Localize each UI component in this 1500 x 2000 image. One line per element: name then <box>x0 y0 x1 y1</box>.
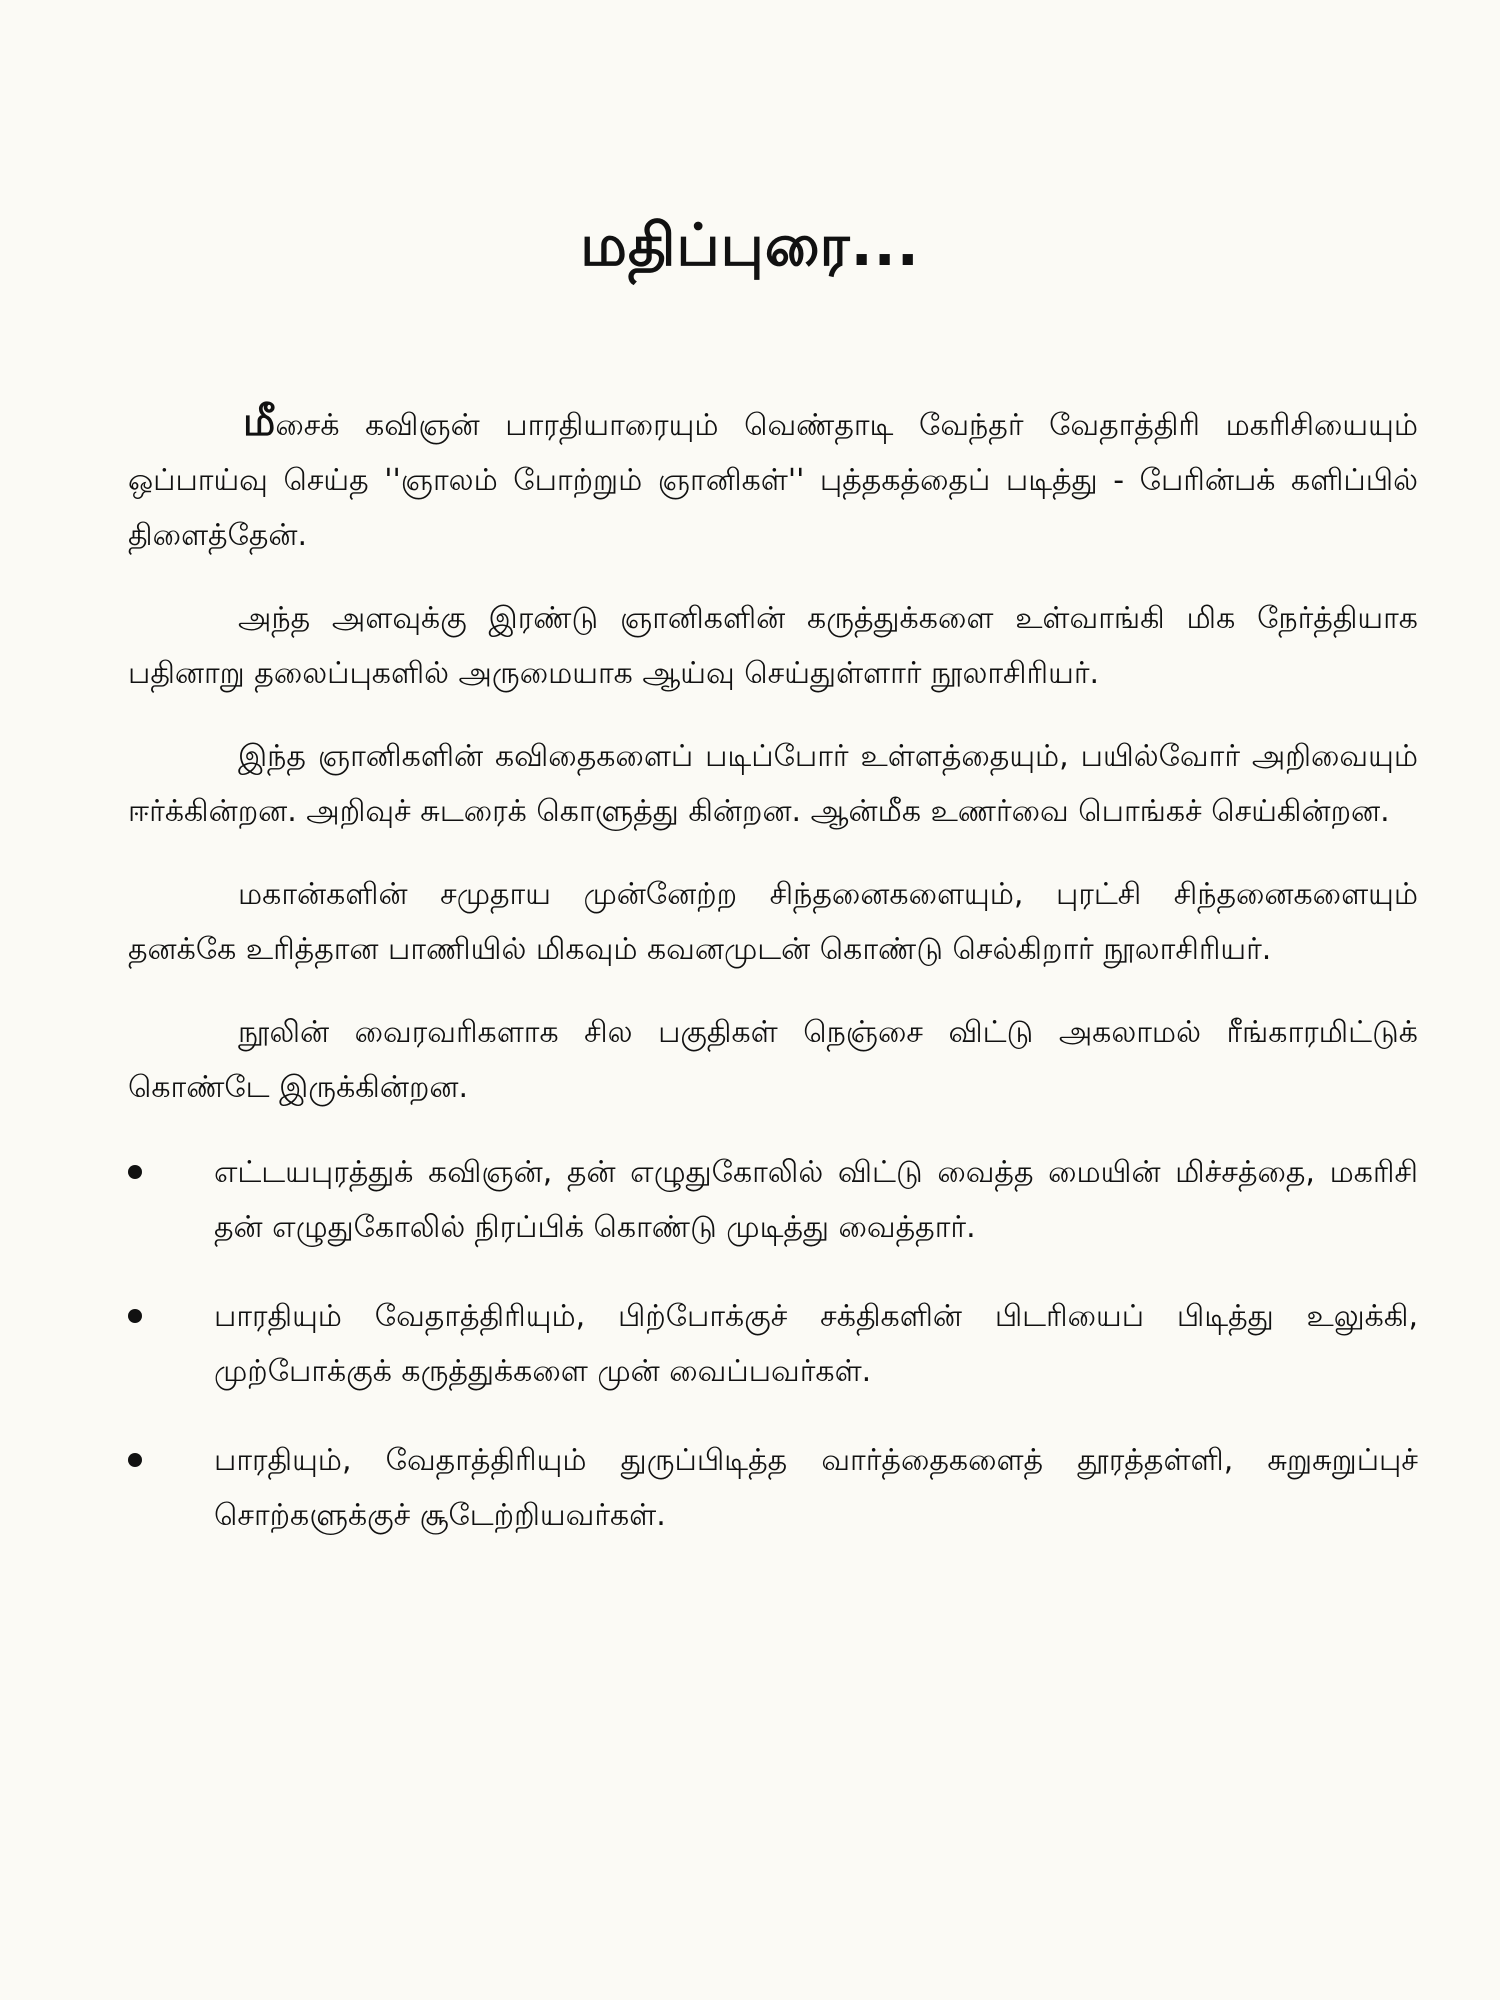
paragraph-4: மகான்களின் சமுதாய முன்னேற்ற சிந்தனைகளையும், புரட்சி சிந்தனைகளையும் தனக்கே உரித்தான பாணியில் மிகவும் கவனமுடன் கொண்டு செல்கிறார் நூலாசிரியர். <box>128 877 1418 967</box>
highlight-item-1-text: எட்டயபுரத்துக் கவிஞன், தன் எழுதுகோலில் விட்டு வைத்த மையின் மிச்சத்தை, மகரிசி தன் எழுதுகோலில் நிரப்பிக் கொண்டு முடித்து வைத்தார். <box>214 1155 1418 1245</box>
drop-cap: மீ <box>243 399 276 445</box>
paragraph-3: இந்த ஞானிகளின் கவிதைகளைப் படிப்போர் உள்ளத்தையும், பயில்வோர் அறிவையும் ஈர்க்கின்றன. அறிவுச் சுடரைக் கொளுத்து கின்றன. ஆன்மீக உணர்வை பொங்கச் செய்கின்றன. <box>128 739 1418 829</box>
bullet-icon <box>128 1165 142 1179</box>
paragraph-2: அந்த அளவுக்கு இரண்டு ஞானிகளின் கருத்துக்களை உள்வாங்கி மிக நேர்த்தியாக பதினாறு தலைப்புகளில் அருமையாக ஆய்வு செய்துள்ளார் நூலாசிரியர். <box>128 601 1418 691</box>
paragraph-5: நூலின் வைரவரிகளாக சில பகுதிகள் நெஞ்சை விட்டு அகலாமல் ரீங்காரமிட்டுக் கொண்டே இருக்கின்றன. <box>128 1015 1418 1105</box>
paragraph-1 <box>128 395 1418 563</box>
highlight-item-1 <box>128 1145 1418 1255</box>
bullet-icon <box>128 1453 142 1467</box>
highlight-item-2-text: பாரதியும் வேதாத்திரியும், பிற்போக்குச் சக்திகளின் பிடரியைப் பிடித்து உலுக்கி, முற்போக்குக் கருத்துக்களை முன் வைப்பவர்கள். <box>214 1299 1418 1389</box>
highlight-item-3-text: பாரதியும், வேதாத்திரியும் துருப்பிடித்த வார்த்தைகளைத் தூரத்தள்ளி, சுறுசுறுப்புச் சொற்களுக்குச் சூடேற்றியவர்கள். <box>214 1443 1418 1533</box>
highlight-item-3 <box>128 1433 1418 1543</box>
highlight-item-2 <box>128 1289 1418 1399</box>
paragraph-1-text: சைக் கவிஞன் பாரதியாரையும் வெண்தாடி வேந்தர் வேதாத்திரி மகரிசியையும் ஒப்பாய்வு செய்த ''ஞாலம் போற்றும் ஞானிகள்'' புத்தகத்தைப் படித்து - பேரின்பக் களிப்பில் திளைத்தேன். <box>128 408 1418 553</box>
page-title: மதிப்புரை... <box>580 211 920 279</box>
bullet-icon <box>128 1309 142 1323</box>
review-body <box>128 395 1418 1577</box>
highlight-list <box>128 1145 1418 1543</box>
